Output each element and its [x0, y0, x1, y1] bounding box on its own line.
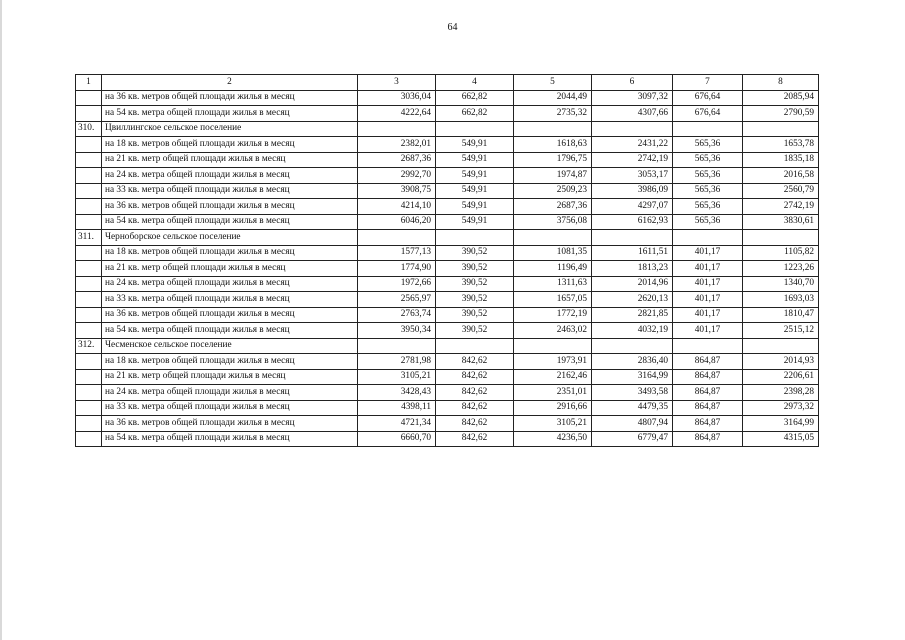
row-label-cell: на 54 кв. метра общей площади жилья в месяц	[102, 323, 358, 339]
value-cell-col-8: 2742,19	[743, 199, 819, 215]
value-cell-col-6: 4032,19	[592, 323, 673, 339]
value-cell-col-7: 401,17	[673, 323, 743, 339]
value-cell-col-6	[592, 338, 673, 354]
row-label-cell: Чесменское сельское поселение	[102, 338, 358, 354]
header-cell-2: 2	[102, 75, 358, 91]
value-cell-col-3: 4398,11	[358, 400, 436, 416]
header-cell-4: 4	[436, 75, 514, 91]
value-cell-col-8: 1223,26	[743, 261, 819, 277]
value-cell-col-6: 2836,40	[592, 354, 673, 370]
value-cell-col-3: 2992,70	[358, 168, 436, 184]
header-cell-8: 8	[743, 75, 819, 91]
value-cell-col-3	[358, 230, 436, 246]
row-label-cell: на 24 кв. метра общей площади жилья в месяц	[102, 385, 358, 401]
value-cell-col-8: 2973,32	[743, 400, 819, 416]
value-cell-col-4: 549,91	[436, 168, 514, 184]
table-row	[76, 183, 819, 199]
value-cell-col-3: 3105,21	[358, 369, 436, 385]
value-cell-col-5: 1657,05	[514, 292, 592, 308]
table-row	[76, 137, 819, 153]
value-cell-col-7: 864,87	[673, 416, 743, 432]
value-cell-col-5: 1618,63	[514, 137, 592, 153]
table-row	[76, 214, 819, 230]
row-number-cell: 311.	[76, 230, 102, 246]
row-label-cell: на 54 кв. метра общей площади жилья в месяц	[102, 431, 358, 447]
row-label-cell: на 33 кв. метра общей площади жилья в месяц	[102, 183, 358, 199]
value-cell-col-3: 6660,70	[358, 431, 436, 447]
value-cell-col-7: 864,87	[673, 369, 743, 385]
header-cell-6: 6	[592, 75, 673, 91]
table-row	[76, 276, 819, 292]
value-cell-col-8: 2398,28	[743, 385, 819, 401]
value-cell-col-6: 2620,13	[592, 292, 673, 308]
row-number-cell	[76, 90, 102, 106]
value-cell-col-5: 2735,32	[514, 106, 592, 122]
value-cell-col-5	[514, 230, 592, 246]
header-cell-7: 7	[673, 75, 743, 91]
row-label-cell: на 24 кв. метра общей площади жилья в месяц	[102, 168, 358, 184]
value-cell-col-3: 3950,34	[358, 323, 436, 339]
value-cell-col-7: 565,36	[673, 137, 743, 153]
row-label-cell: на 18 кв. метров общей площади жилья в месяц	[102, 245, 358, 261]
value-cell-col-8	[743, 338, 819, 354]
row-number-cell	[76, 431, 102, 447]
value-cell-col-6: 1813,23	[592, 261, 673, 277]
row-number-cell	[76, 261, 102, 277]
value-cell-col-5: 3756,08	[514, 214, 592, 230]
value-cell-col-3: 1774,90	[358, 261, 436, 277]
value-cell-col-6: 4479,35	[592, 400, 673, 416]
table-row	[76, 90, 819, 106]
value-cell-col-3	[358, 121, 436, 137]
value-cell-col-6: 4297,07	[592, 199, 673, 215]
row-number-cell	[76, 214, 102, 230]
row-number-cell	[76, 183, 102, 199]
tariff-table	[75, 74, 819, 447]
page-number: 64	[447, 22, 458, 33]
value-cell-col-6: 6779,47	[592, 431, 673, 447]
value-cell-col-5: 2916,66	[514, 400, 592, 416]
row-number-cell	[76, 137, 102, 153]
row-number-cell	[76, 354, 102, 370]
value-cell-col-3: 4721,34	[358, 416, 436, 432]
value-cell-col-7: 864,87	[673, 400, 743, 416]
value-cell-col-3: 2382,01	[358, 137, 436, 153]
value-cell-col-5: 2509,23	[514, 183, 592, 199]
value-cell-col-6: 4307,66	[592, 106, 673, 122]
value-cell-col-8: 1105,82	[743, 245, 819, 261]
value-cell-col-3	[358, 338, 436, 354]
value-cell-col-8: 1340,70	[743, 276, 819, 292]
value-cell-col-3: 6046,20	[358, 214, 436, 230]
table-row	[76, 121, 819, 137]
value-cell-col-6: 2014,96	[592, 276, 673, 292]
row-number-cell	[76, 199, 102, 215]
value-cell-col-4: 842,62	[436, 385, 514, 401]
row-number-cell	[76, 292, 102, 308]
row-label-cell: на 18 кв. метров общей площади жилья в месяц	[102, 137, 358, 153]
value-cell-col-5: 1974,87	[514, 168, 592, 184]
row-number-cell	[76, 276, 102, 292]
value-cell-col-5: 2351,01	[514, 385, 592, 401]
value-cell-col-8: 2085,94	[743, 90, 819, 106]
value-cell-col-8: 1693,03	[743, 292, 819, 308]
row-number-cell	[76, 400, 102, 416]
value-cell-col-3: 4222,64	[358, 106, 436, 122]
row-number-cell	[76, 152, 102, 168]
table-row	[76, 261, 819, 277]
value-cell-col-8: 2560,79	[743, 183, 819, 199]
value-cell-col-7	[673, 338, 743, 354]
row-label-cell: на 54 кв. метра общей площади жилья в месяц	[102, 214, 358, 230]
value-cell-col-3: 4214,10	[358, 199, 436, 215]
row-label-cell: Черноборское сельское поселение	[102, 230, 358, 246]
value-cell-col-7: 864,87	[673, 385, 743, 401]
table-row	[76, 431, 819, 447]
value-cell-col-6: 2431,22	[592, 137, 673, 153]
row-number-cell	[76, 245, 102, 261]
value-cell-col-7: 401,17	[673, 292, 743, 308]
value-cell-col-7: 401,17	[673, 276, 743, 292]
row-number-cell: 312.	[76, 338, 102, 354]
value-cell-col-5: 2162,46	[514, 369, 592, 385]
value-cell-col-4: 549,91	[436, 199, 514, 215]
value-cell-col-8: 2515,12	[743, 323, 819, 339]
table-row	[76, 245, 819, 261]
value-cell-col-8	[743, 230, 819, 246]
header-cell-5: 5	[514, 75, 592, 91]
value-cell-col-7: 676,64	[673, 90, 743, 106]
row-label-cell: на 36 кв. метров общей площади жилья в месяц	[102, 90, 358, 106]
value-cell-col-8: 1810,47	[743, 307, 819, 323]
value-cell-col-5: 2044,49	[514, 90, 592, 106]
header-cell-3: 3	[358, 75, 436, 91]
value-cell-col-7: 565,36	[673, 168, 743, 184]
value-cell-col-4: 842,62	[436, 400, 514, 416]
value-cell-col-6: 2742,19	[592, 152, 673, 168]
value-cell-col-6: 3493,58	[592, 385, 673, 401]
value-cell-col-3: 2781,98	[358, 354, 436, 370]
table-row	[76, 416, 819, 432]
value-cell-col-5: 3105,21	[514, 416, 592, 432]
value-cell-col-7: 565,36	[673, 183, 743, 199]
table-row	[76, 230, 819, 246]
value-cell-col-4: 390,52	[436, 307, 514, 323]
table-row	[76, 338, 819, 354]
value-cell-col-8: 2016,58	[743, 168, 819, 184]
row-number-cell	[76, 323, 102, 339]
value-cell-col-5	[514, 121, 592, 137]
value-cell-col-3: 2763,74	[358, 307, 436, 323]
value-cell-col-5: 2463,02	[514, 323, 592, 339]
value-cell-col-3: 3908,75	[358, 183, 436, 199]
value-cell-col-7: 401,17	[673, 307, 743, 323]
value-cell-col-7: 565,36	[673, 152, 743, 168]
value-cell-col-3: 3428,43	[358, 385, 436, 401]
value-cell-col-7: 565,36	[673, 214, 743, 230]
value-cell-col-6: 6162,93	[592, 214, 673, 230]
value-cell-col-3: 1577,13	[358, 245, 436, 261]
value-cell-col-4: 842,62	[436, 416, 514, 432]
row-number-cell	[76, 369, 102, 385]
table-row	[76, 106, 819, 122]
value-cell-col-7: 864,87	[673, 431, 743, 447]
row-number-cell	[76, 168, 102, 184]
value-cell-col-8: 1653,78	[743, 137, 819, 153]
value-cell-col-8: 2014,93	[743, 354, 819, 370]
value-cell-col-4: 390,52	[436, 261, 514, 277]
value-cell-col-8: 2790,59	[743, 106, 819, 122]
row-number-cell: 310.	[76, 121, 102, 137]
value-cell-col-4	[436, 338, 514, 354]
value-cell-col-6: 4807,94	[592, 416, 673, 432]
value-cell-col-5: 1973,91	[514, 354, 592, 370]
value-cell-col-3: 1972,66	[358, 276, 436, 292]
value-cell-col-4: 549,91	[436, 152, 514, 168]
tariff-table-wrap	[75, 74, 818, 447]
value-cell-col-7	[673, 230, 743, 246]
row-label-cell: на 36 кв. метров общей площади жилья в месяц	[102, 416, 358, 432]
value-cell-col-8	[743, 121, 819, 137]
value-cell-col-4: 549,91	[436, 214, 514, 230]
row-number-cell	[76, 416, 102, 432]
value-cell-col-4: 390,52	[436, 292, 514, 308]
table-row	[76, 152, 819, 168]
value-cell-col-5: 4236,50	[514, 431, 592, 447]
value-cell-col-8: 3164,99	[743, 416, 819, 432]
value-cell-col-7: 401,17	[673, 261, 743, 277]
value-cell-col-7: 676,64	[673, 106, 743, 122]
value-cell-col-6	[592, 121, 673, 137]
value-cell-col-7: 565,36	[673, 199, 743, 215]
value-cell-col-4: 390,52	[436, 276, 514, 292]
header-cell-1: 1	[76, 75, 102, 91]
value-cell-col-5	[514, 338, 592, 354]
table-row	[76, 400, 819, 416]
value-cell-col-4: 549,91	[436, 183, 514, 199]
value-cell-col-4: 842,62	[436, 369, 514, 385]
value-cell-col-5: 1196,49	[514, 261, 592, 277]
value-cell-col-6: 3097,32	[592, 90, 673, 106]
value-cell-col-6: 2821,85	[592, 307, 673, 323]
table-row	[76, 307, 819, 323]
value-cell-col-3: 2565,97	[358, 292, 436, 308]
value-cell-col-4	[436, 230, 514, 246]
row-number-cell	[76, 106, 102, 122]
value-cell-col-6: 3053,17	[592, 168, 673, 184]
value-cell-col-7	[673, 121, 743, 137]
value-cell-col-8: 4315,05	[743, 431, 819, 447]
row-number-cell	[76, 307, 102, 323]
row-label-cell: на 24 кв. метра общей площади жилья в месяц	[102, 276, 358, 292]
row-label-cell: на 21 кв. метр общей площади жилья в месяц	[102, 261, 358, 277]
row-label-cell: на 33 кв. метра общей площади жилья в месяц	[102, 292, 358, 308]
value-cell-col-8: 1835,18	[743, 152, 819, 168]
value-cell-col-7: 864,87	[673, 354, 743, 370]
row-label-cell: на 36 кв. метров общей площади жилья в месяц	[102, 307, 358, 323]
value-cell-col-5: 1081,35	[514, 245, 592, 261]
value-cell-col-4: 842,62	[436, 354, 514, 370]
table-row	[76, 385, 819, 401]
value-cell-col-4: 549,91	[436, 137, 514, 153]
value-cell-col-3: 3036,04	[358, 90, 436, 106]
table-row	[76, 292, 819, 308]
row-label-cell: на 54 кв. метра общей площади жилья в месяц	[102, 106, 358, 122]
row-label-cell: на 18 кв. метров общей площади жилья в месяц	[102, 354, 358, 370]
value-cell-col-6: 1611,51	[592, 245, 673, 261]
value-cell-col-8: 3830,61	[743, 214, 819, 230]
row-label-cell: на 36 кв. метров общей площади жилья в месяц	[102, 199, 358, 215]
value-cell-col-4: 842,62	[436, 431, 514, 447]
table-row	[76, 369, 819, 385]
table-row	[76, 199, 819, 215]
value-cell-col-6: 3164,99	[592, 369, 673, 385]
table-row	[76, 354, 819, 370]
value-cell-col-3: 2687,36	[358, 152, 436, 168]
value-cell-col-4: 390,52	[436, 245, 514, 261]
value-cell-col-8: 2206,61	[743, 369, 819, 385]
row-number-cell	[76, 385, 102, 401]
scan-edge	[0, 0, 2, 640]
value-cell-col-7: 401,17	[673, 245, 743, 261]
value-cell-col-6	[592, 230, 673, 246]
table-row	[76, 323, 819, 339]
value-cell-col-4: 390,52	[436, 323, 514, 339]
value-cell-col-4: 662,82	[436, 90, 514, 106]
value-cell-col-5: 2687,36	[514, 199, 592, 215]
value-cell-col-6: 3986,09	[592, 183, 673, 199]
row-label-cell: на 21 кв. метр общей площади жилья в месяц	[102, 369, 358, 385]
row-label-cell: на 21 кв. метр общей площади жилья в месяц	[102, 152, 358, 168]
table-body	[76, 75, 819, 447]
value-cell-col-5: 1772,19	[514, 307, 592, 323]
row-label-cell: на 33 кв. метра общей площади жилья в месяц	[102, 400, 358, 416]
value-cell-col-5: 1311,63	[514, 276, 592, 292]
value-cell-col-4	[436, 121, 514, 137]
header-row	[76, 75, 819, 91]
table-row	[76, 168, 819, 184]
row-label-cell: Цвиллингское сельское поселение	[102, 121, 358, 137]
value-cell-col-4: 662,82	[436, 106, 514, 122]
value-cell-col-5: 1796,75	[514, 152, 592, 168]
